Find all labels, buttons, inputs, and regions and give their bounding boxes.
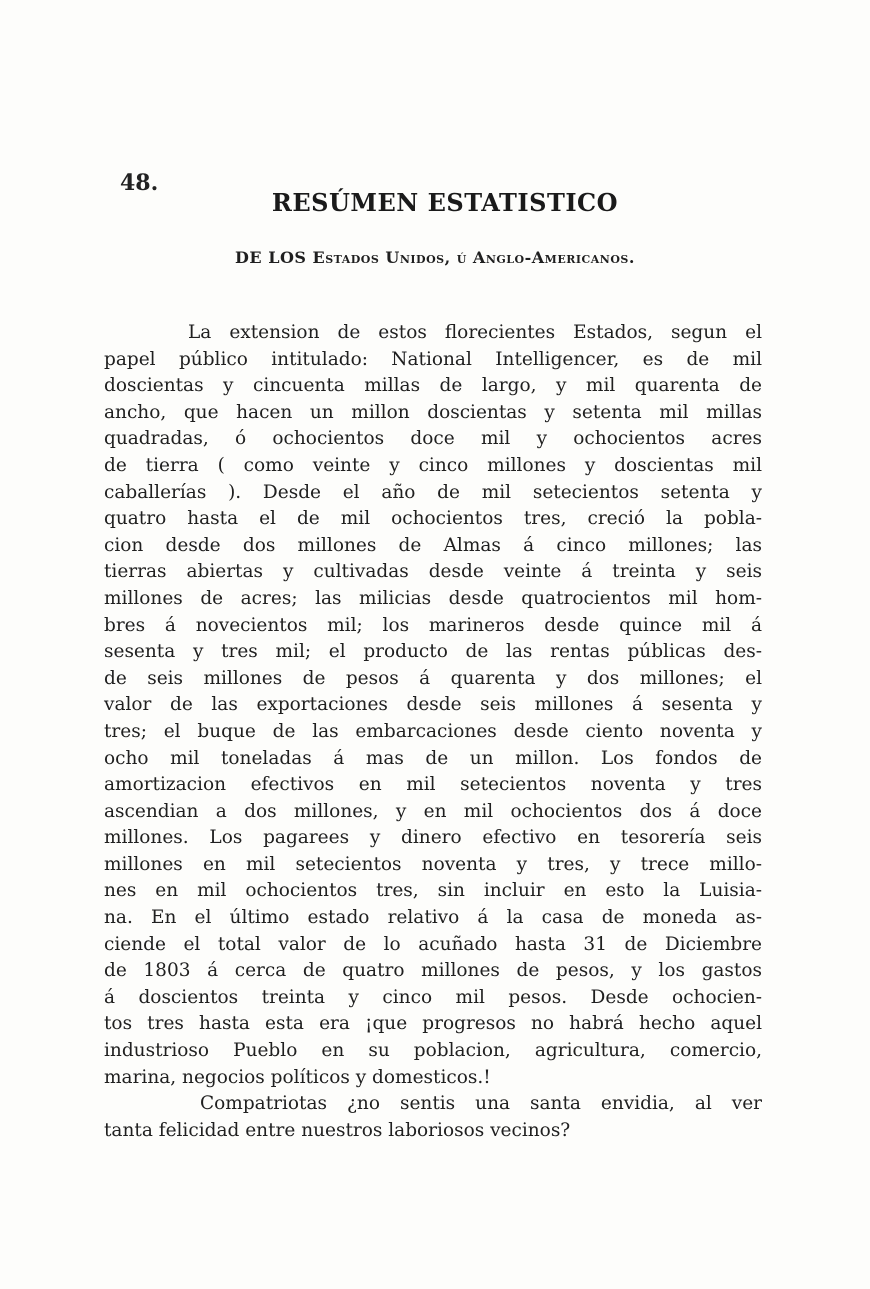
text-line: nes en mil ochocientos tres, sin incluir en esto la Luisia- [104,880,762,902]
text-line: papel público intitulado: National Intelligencer, es de mil [104,348,762,370]
text-line: tierras abiertas y cultivadas desde veinte á treinta y seis [104,561,762,583]
text-line: na. En el último estado relativo á la casa de moneda as- [104,907,762,929]
text-line: á doscientos treinta y cinco mil pesos. Desde ochocien- [104,986,762,1008]
text-line: millones. Los pagarees y dinero efectivo en tesorería seis [104,827,762,849]
text-line: ciende el total valor de lo acuñado hasta 31 de Diciembre [104,933,762,955]
text-line: cion desde dos millones de Almas á cinco millones; las [104,534,762,556]
text-line: quatro hasta el de mil ochocientos tres, creció la pobla- [104,508,762,530]
text-line: de tierra ( como veinte y cinco millones y doscientas mil [104,454,762,476]
text-line: tres; el buque de las embarcaciones desde ciento noventa y [104,720,762,742]
text-line: bres á novecientos mil; los marineros desde quince mil á [104,614,762,636]
text-line: millones de acres; las milicias desde quatrocientos mil hom- [104,587,762,609]
text-line: millones en mil setecientos noventa y tres, y trece millo- [104,853,762,875]
text-line: quadradas, ó ochocientos doce mil y ochocientos acres [104,428,762,450]
text-line: La extension de estos florecientes Estados, segun el [188,322,762,343]
text-line: industrioso Pueblo en su poblacion, agricultura, comercio, [104,1040,762,1062]
text-line: marina, negocios políticos y domesticos.! [104,1066,491,1088]
text-line: tanta felicidad entre nuestros laboriosos vecinos? [104,1119,571,1141]
text-line: ocho mil toneladas á mas de un millon. Los fondos de [104,747,762,769]
text-line: caballerías ). Desde el año de mil setecientos setenta y [104,481,762,503]
page-title: RESÚMEN ESTATISTICO [271,188,619,217]
text-line: doscientas y cincuenta millas de largo, y mil quarenta de [104,375,762,397]
page-number: 48. [120,170,159,196]
text-line: tos tres hasta esta era ¡que progresos no habrá hecho aquel [104,1013,762,1035]
text-line: de 1803 á cerca de quatro millones de pesos, y los gastos [104,960,762,982]
text-line: valor de las exportaciones desde seis millones á sesenta y [104,694,762,716]
page-subtitle: DE LOS Estados Unidos, ú Anglo-Americanos. [235,248,635,267]
text-line: ascendian a dos millones, y en mil ochocientos dos á doce [104,800,762,822]
text-line: de seis millones de pesos á quarenta y dos millones; el [104,667,762,689]
text-line: Compatriotas ¿no sentis una santa envidia, al ver [200,1093,762,1115]
text-line: sesenta y tres mil; el producto de las rentas públicas des- [104,641,762,663]
text-line: amortizacion efectivos en mil setecientos noventa y tres [104,774,762,796]
text-line: ancho, que hacen un millon doscientas y setenta mil millas [104,401,762,423]
body-text [104,320,762,1144]
